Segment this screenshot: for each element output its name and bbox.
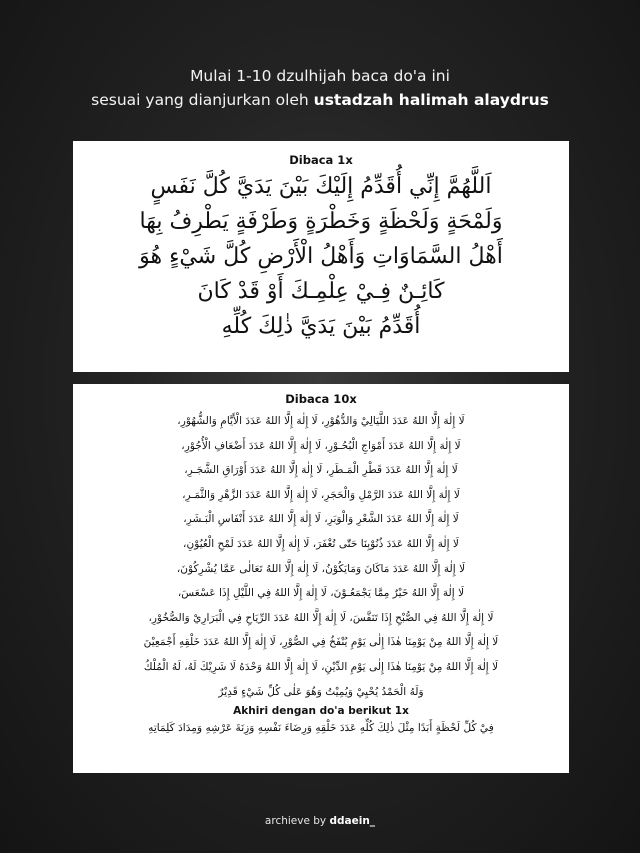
header-line-2 xyxy=(0,88,640,112)
prayer-text-1x xyxy=(73,169,569,344)
prayer-line: اَللَّهُمَّ إِنِّي أُقَدِّمُ إِلَيْكَ بَيْنَ يَدَيَّ كُلَّ نَفَسٍ xyxy=(150,174,492,199)
prayer-card-1x xyxy=(73,141,569,372)
prayer-line: لَا إِلٰهَ إِلَّا اللهُ عَدَدَ أَمْوَاجِ الْبُحُـوْرِ، لَا إِلٰهَ إِلَّا اللهُ عَدَدَ أَضْعَافِ الْأُجُوْرِ، xyxy=(181,439,461,452)
footer-credit-text: archieve by xyxy=(264,815,330,827)
prayer-line: لَا إِلٰهَ إِلَّا اللهُ عَدَدَ اللَّيَالِيْ وَالدُّهُوْرِ، لَا إِلٰهَ إِلَّا اللهُ عَدَدَ الْأَيَّامِ وَالشُّهُوْرِ، xyxy=(177,415,465,427)
header-author: ustadzah halimah alaydrus xyxy=(313,91,549,109)
prayer-line: لَا إِلٰهَ إِلَّا اللهُ مِنْ يَوْمِنَا هٰذَا إِلٰى يَوْمِ الدِّيْنِ، لَا إِلٰهَ إِلَّا اللهُ وَحْدَهُ لَا شَرِيْكَ لَهُ، لَهُ الْمُلْكُ xyxy=(143,660,499,673)
prayer-card-10x xyxy=(73,384,569,773)
footer-credit xyxy=(0,815,640,827)
prayer-line: لَا إِلٰهَ إِلَّا اللهُ مِنْ يَوْمِنَا هٰذَا إِلٰى يَوْمِ يُنْفَخُ فِي الصُّوْرِ، لَا إِلٰهَ إِلَّا اللهُ عَدَدَ خَلْقِهِ أَجْمَعِيْنَ xyxy=(143,636,499,649)
prayer-line: وَلَمْحَةٍ وَلَحْظَةٍ وَخَطْرَةٍ وَطَرْفَةٍ يَطْرِفُ بِهَا xyxy=(139,209,503,234)
prayer-line: كَائِـنٌ فِـيْ عِلْمِـكَ أَوْ قَدْ كَانَ xyxy=(197,279,445,304)
header-line-1: Mulai 1-10 dzulhijah baca do'a ini xyxy=(190,67,450,85)
card-title-1x: Dibaca 1x xyxy=(289,153,353,167)
prayer-line: لَا إِلٰهَ إِلَّا اللهُ خَيْرٌ مِمَّا يَجْمَعُـوْنَ، لَا إِلٰهَ إِلَّا اللهُ فِي اللَّيْلِ إِذَا عَسْعَسَ، xyxy=(177,587,465,600)
prayer-line: لَا إِلٰهَ إِلَّا اللهُ عَدَدَ مَاكَانَ وَمَايَكُوْنُ، لَا إِلٰهَ إِلَّا اللهُ تَعَالٰى عَمَّا يُشْرِكُوْنَ، xyxy=(176,562,466,575)
prayer-line: لَا إِلٰهَ إِلَّا اللهُ عَدَدَ ذُنُوْبِنَا حَتّٰى تُغْفَرَ، لَا إِلٰهَ إِلَّا اللهُ عَدَدَ لَمْحِ الْعُيُوْنِ، xyxy=(183,537,459,550)
prayer-line: لَا إِلٰهَ إِلَّا اللهُ عَدَدَ الشَّعْرِ وَالْوَبَرِ، لَا إِلٰهَ إِلَّا اللهُ عَدَدَ أَنْفَاسِ الْبَـشَرِ، xyxy=(183,513,459,526)
prayer-line: وَلَهُ الْحَمْدُ يُحْيِيْ وَيُمِيْتُ وَهُوَ عَلٰى كُلِّ شَيْءٍ قَدِيْرٌ xyxy=(218,685,424,698)
prayer-line: أَهْلُ السَّمَاوَاتِ وَأَهْلُ الْأَرْضِ كُلَّ شَيْءٍ هُوَ xyxy=(139,244,503,269)
closing-prayer-text: فِيْ كُلِّ لَحْظَةٍ أَبَدًا مِثْلَ ذٰلِكَ كُلِّهِ عَدَدَ خَلْقِهِ وَرِضَاءَ نَفْسِهِ وَزِنَةَ عَرْشِهِ وَمِدَادَ كَلِمَاتِهِ xyxy=(148,722,494,735)
prayer-line: لَا إِلٰهَ إِلَّا اللهُ فِي الصُّبْحِ إِذَا تَنَفَّسَ، لَا إِلٰهَ إِلَّا اللهُ عَدَدَ الرِّيَاحِ فِي الْبَرَارِيْ وَالصُّخُوْرِ، xyxy=(148,611,494,624)
closing-prayer-title: Akhiri dengan do'a berikut 1x xyxy=(233,705,409,718)
header-line-2-text: sesuai yang dianjurkan oleh xyxy=(91,91,314,109)
prayer-line: لَا إِلٰهَ إِلَّا اللهُ عَدَدَ قَطْرِ الْمَـطَرِ، لَا إِلٰهَ إِلَّا اللهُ عَدَدَ أَوْرَاقِ الشَّجَـرِ، xyxy=(184,464,458,477)
header-caption xyxy=(0,64,640,112)
prayer-line: لَا إِلٰهَ إِلَّا اللهُ عَدَدَ الرَّمْلِ وَالْحَجَرِ، لَا إِلٰهَ إِلَّا اللهُ عَدَدَ الزَّهْرِ وَالثَّمَـرِ، xyxy=(182,488,460,501)
card-title-10x: Dibaca 10x xyxy=(285,392,357,406)
prayer-text-10x xyxy=(73,409,569,704)
footer-credit-handle: ddaein_ xyxy=(329,815,376,827)
prayer-line: أُقَدِّمُ بَيْنَ يَدَيَّ ذٰلِكَ كُلِّهِ xyxy=(221,314,421,339)
